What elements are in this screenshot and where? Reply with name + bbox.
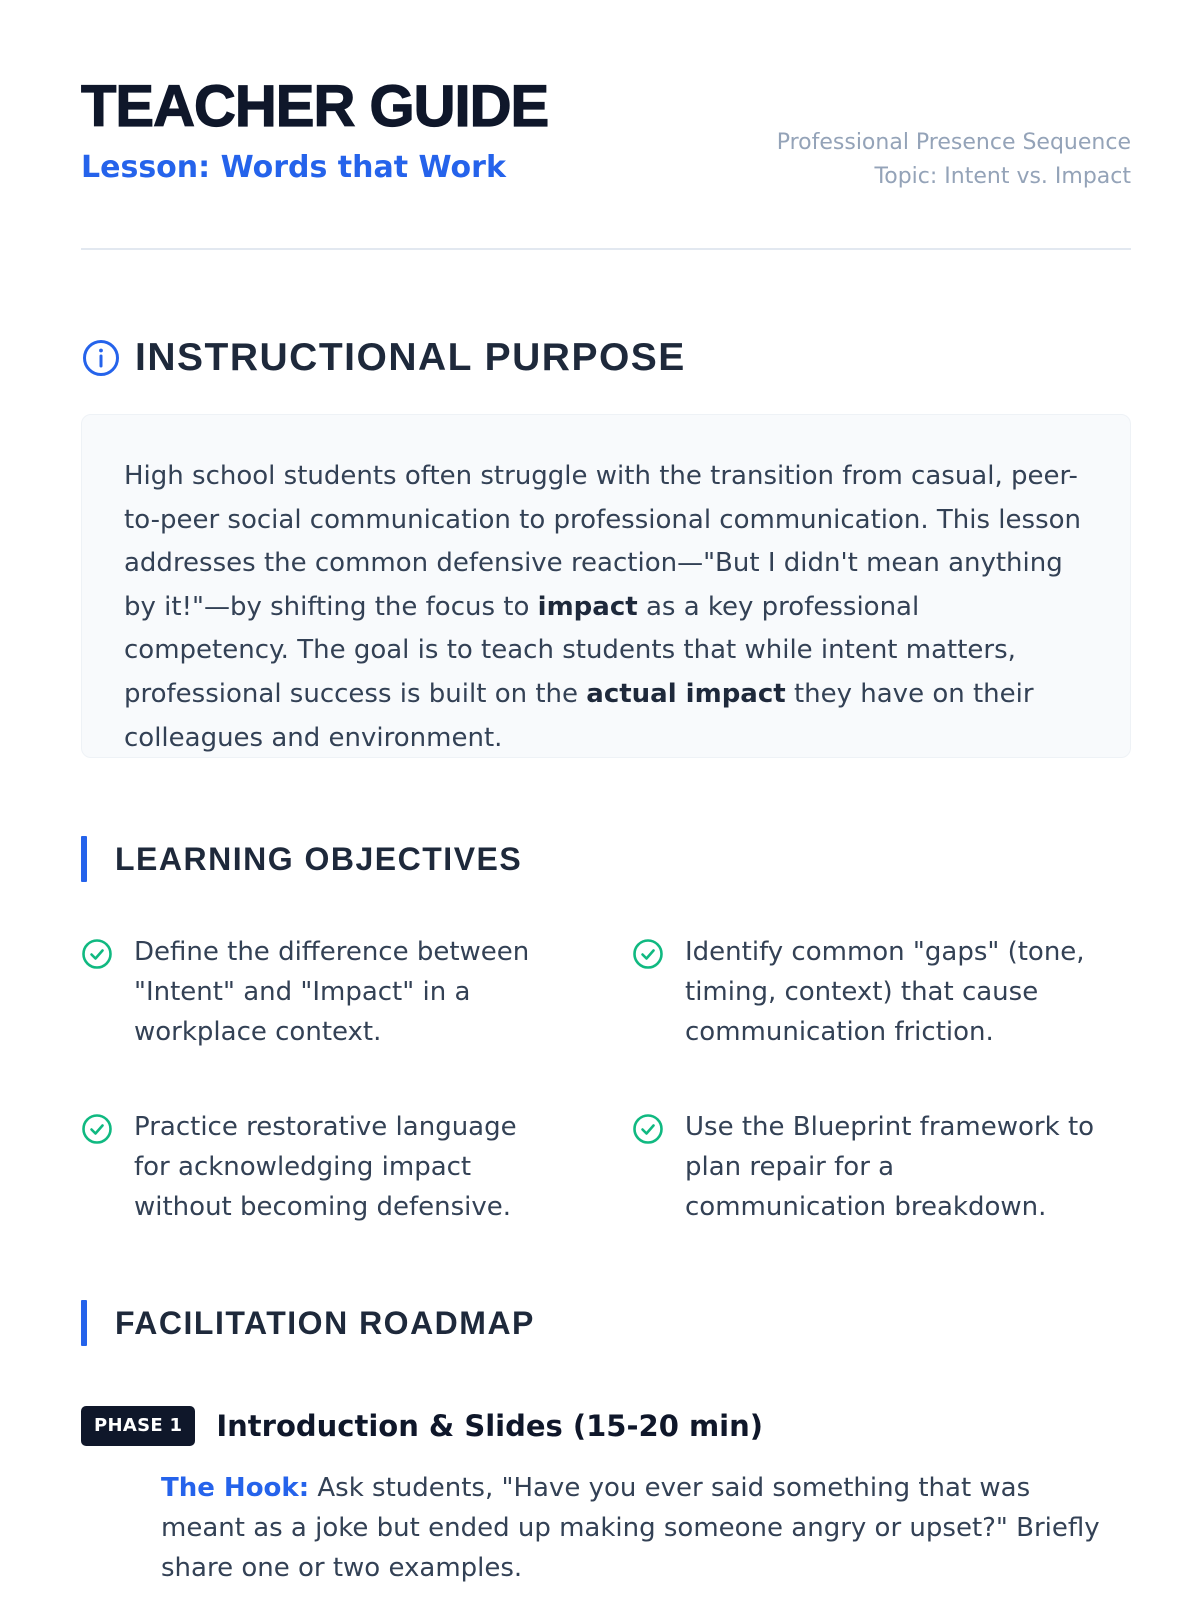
objective-item	[81, 932, 551, 1052]
purpose-text-3: they have on their colleagues and environment.	[124, 678, 1034, 753]
info-icon	[81, 338, 121, 378]
check-circle-icon	[81, 1113, 113, 1145]
objective-item	[632, 932, 1102, 1052]
objective-text: Define the difference between "Intent" and "Impact" in a workplace context.	[134, 937, 530, 1047]
page-title: TEACHER GUIDE	[81, 74, 549, 139]
purpose-callout	[81, 414, 1131, 758]
section-accent-bar	[81, 1300, 87, 1346]
phase-1-header	[81, 1406, 763, 1446]
roadmap-heading: FACILITATION ROADMAP	[115, 1304, 535, 1341]
purpose-text-1: High school students often struggle with the transition from casual, peer-to-peer social communication to professional communication. This lesson addresses the common defensive reaction—"But I didn't mean anything by it!"—by shifting the focus to	[124, 461, 1081, 622]
roadmap-heading-row	[81, 1300, 535, 1346]
teacher-guide-page	[81, 0, 1131, 1583]
phase-1-body	[161, 1468, 1111, 1588]
phase-badge: PHASE 1	[81, 1406, 195, 1446]
objective-text: Use the Blueprint framework to plan repair for a communication breakdown.	[685, 1112, 1095, 1222]
section-accent-bar	[81, 836, 87, 882]
header-meta	[777, 126, 1131, 194]
objective-item	[632, 1107, 1102, 1227]
objective-text: Identify common "gaps" (tone, timing, context) that cause communication friction.	[685, 937, 1085, 1047]
objectives-heading-row	[81, 836, 522, 882]
purpose-text-2: as a key professional competency. The goal is to teach students that while intent matters, professional success is built on the	[124, 591, 1016, 709]
purpose-bold-2: actual impact	[586, 678, 786, 709]
hook-text: Ask students, "Have you ever said something that was meant as a joke but ended up making someone angry or upset?" Briefly share one or two examples.	[161, 1473, 1100, 1583]
purpose-heading-row	[81, 336, 686, 380]
hook-label: The Hook:	[161, 1473, 310, 1503]
objectives-heading: LEARNING OBJECTIVES	[115, 840, 523, 877]
check-circle-icon	[632, 938, 664, 970]
purpose-heading: INSTRUCTIONAL PURPOSE	[135, 336, 686, 379]
purpose-bold-1: impact	[537, 591, 638, 622]
guide-header	[81, 0, 1131, 252]
lesson-subtitle: Lesson: Words that Work	[81, 150, 506, 185]
topic-label: Topic: Intent vs. Impact	[874, 164, 1131, 189]
phase-title: Introduction & Slides (15-20 min)	[216, 1409, 764, 1443]
objective-text: Practice restorative language for acknowledging impact without becoming defensive.	[134, 1112, 517, 1222]
sequence-label: Professional Presence Sequence	[776, 130, 1131, 155]
check-circle-icon	[81, 938, 113, 970]
header-divider	[81, 248, 1131, 250]
check-circle-icon	[632, 1113, 664, 1145]
objective-item	[81, 1107, 551, 1227]
